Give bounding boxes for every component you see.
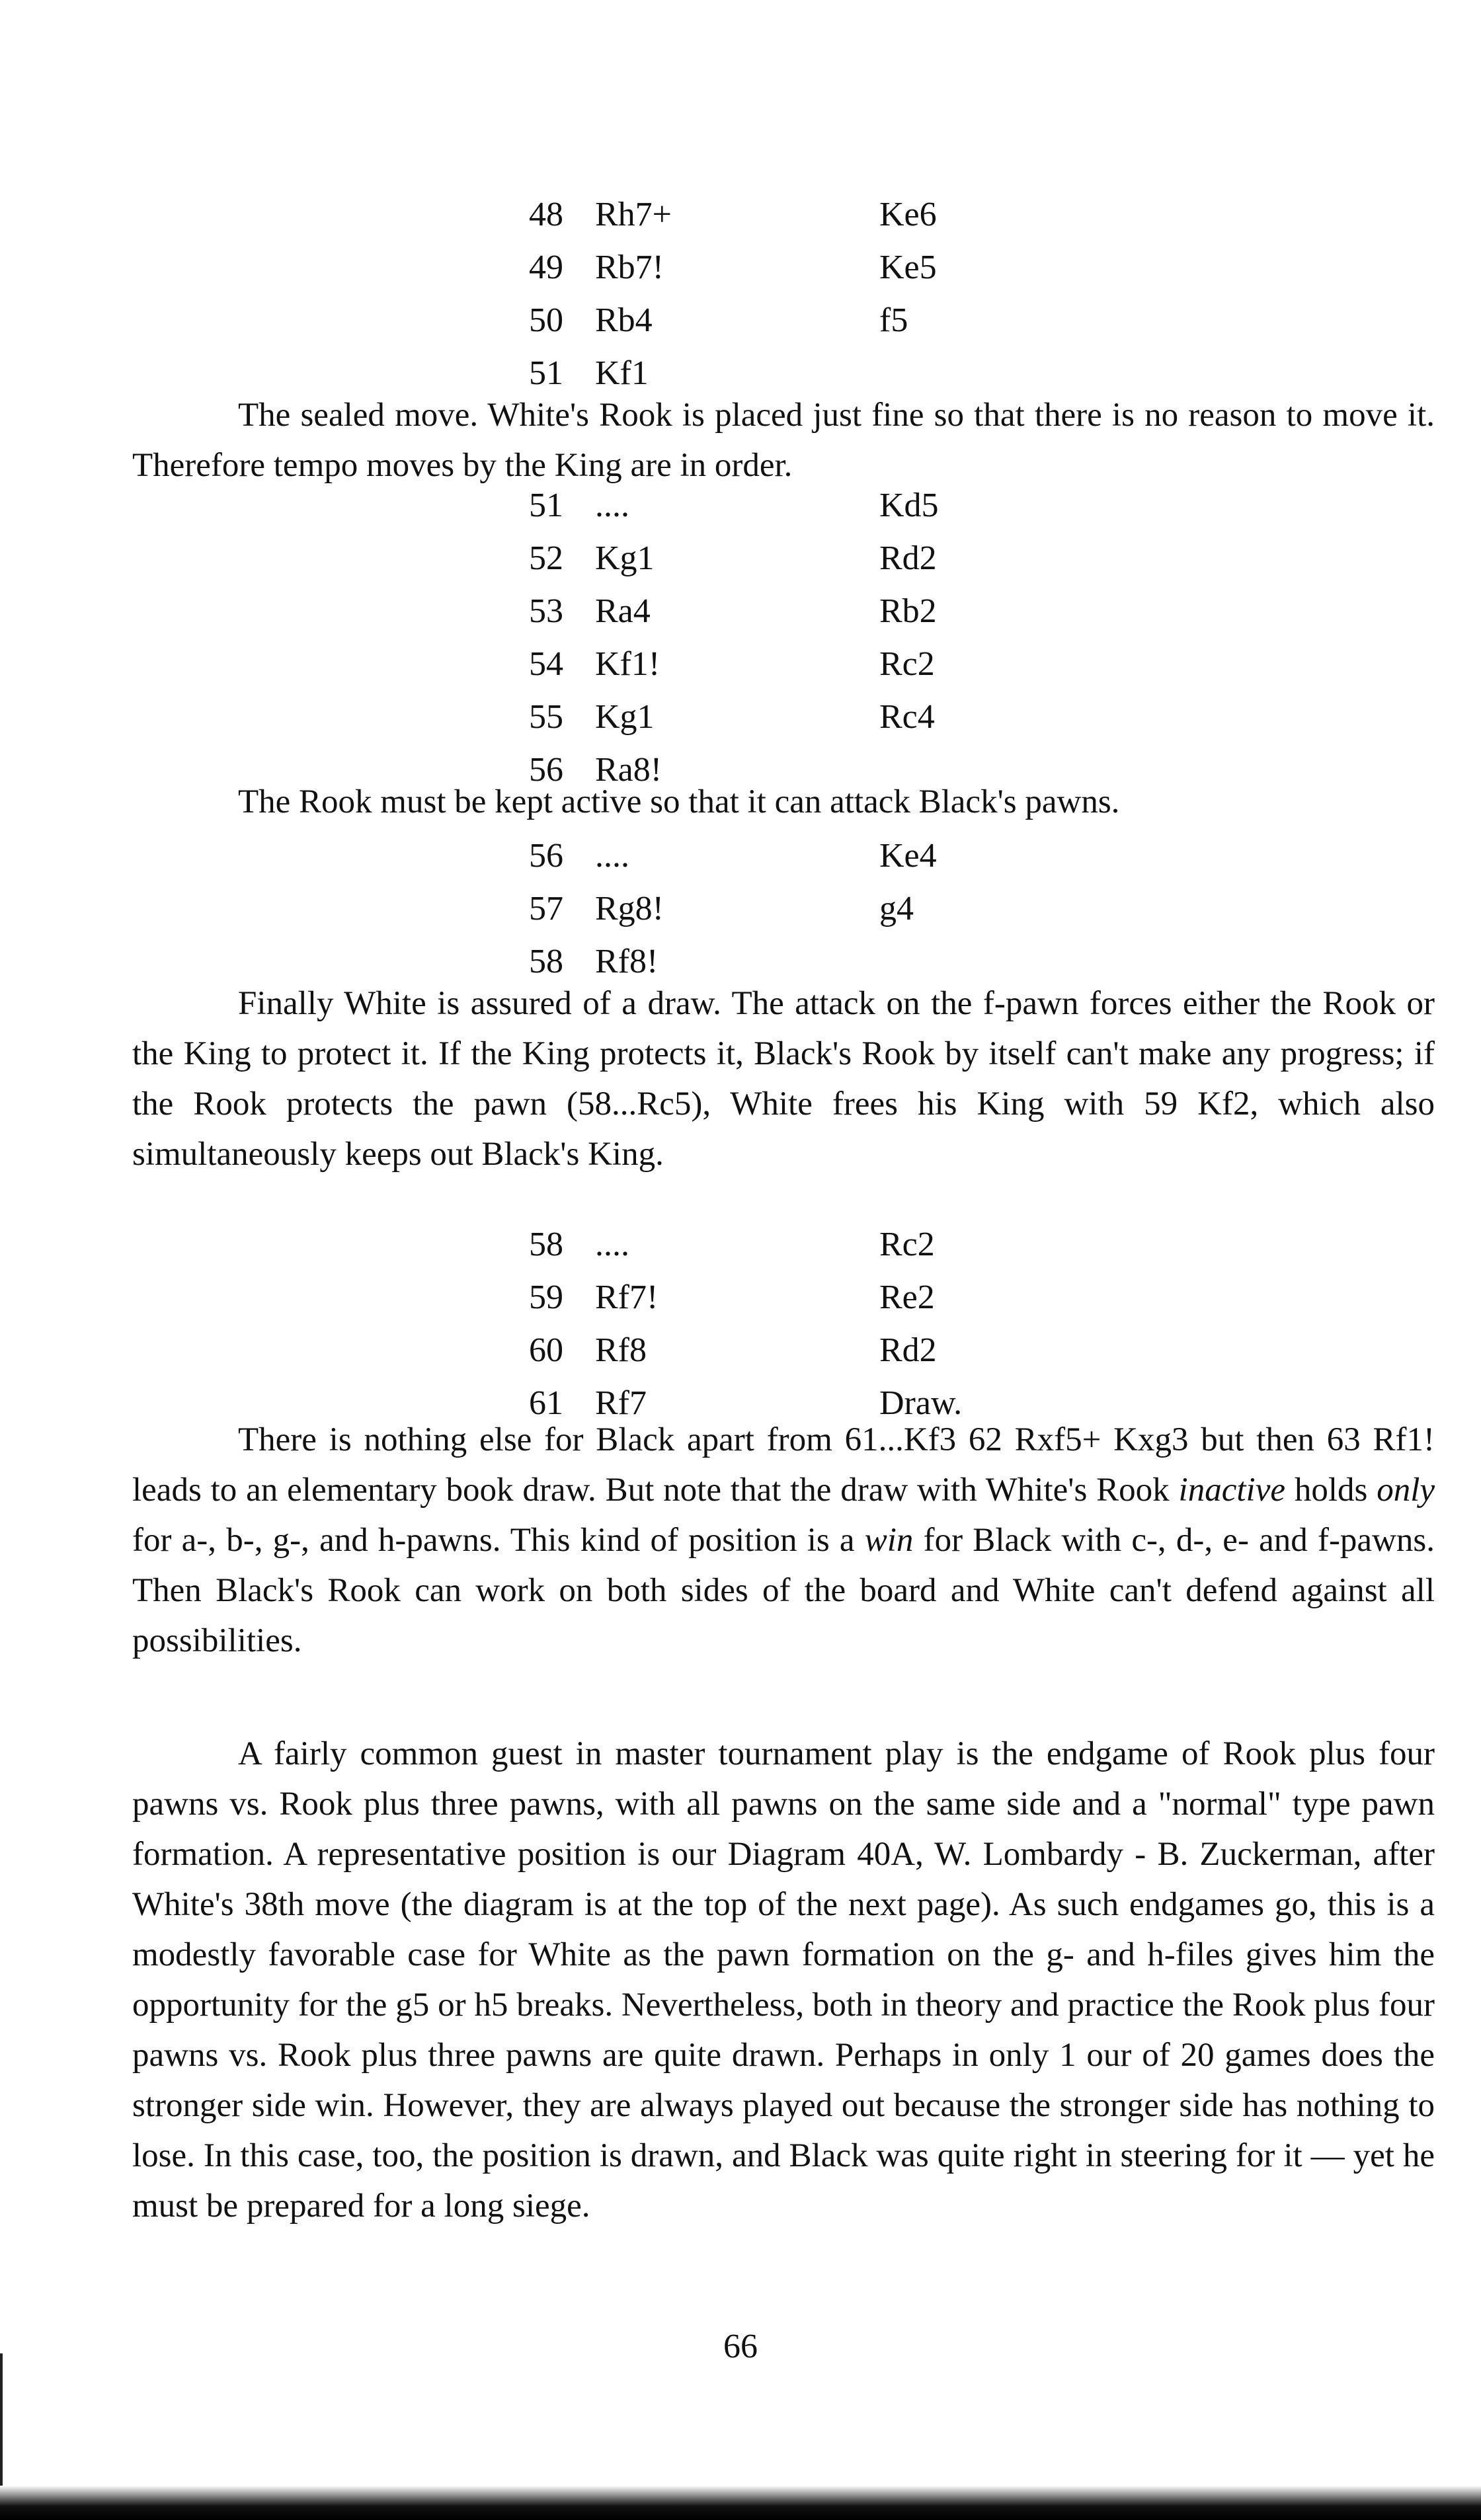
move-number: 61 (529, 1384, 563, 1422)
text-run: There is nothing else for Black apart from 61...Kf3 62 Rxf5+ Kxg3 but then 63 Rf1! leads to an elementary book draw. But note that the draw with White's Rook (132, 1421, 1435, 1509)
black-move: Re2 (879, 1279, 935, 1316)
white-move: Kf1! (595, 645, 660, 683)
paragraph-sealed-move: The sealed move. White's Rook is placed just fine so that there is no reason to move it. Therefore tempo moves by the King are in order. (132, 397, 1435, 484)
white-move: .... (595, 487, 629, 524)
white-move: Rg8! (595, 890, 664, 927)
move-number: 57 (529, 890, 563, 927)
white-move: .... (595, 1226, 629, 1263)
move-row (0, 188, 1481, 241)
move-row (0, 1324, 1481, 1377)
paragraph-common-guest: A fairly common guest in master tournament play is the endgame of Rook plus four pawns vs. Rook plus three pawns, with all pawns on the same side and a "normal" type pawn formation. A representative position is our Diagram 40A, W. Lombardy - B. Zuckerman, after White's 38th move (the diagram is at the top of the next page). As such endgames go, this is a modestly favorable case for White as the pawn formation on the g- and h-files gives him the opportunity for the g5 or h5 breaks. Nevertheless, both in theory and practice the Rook plus four pawns vs. Rook plus three pawns are quite drawn. Perhaps in only 1 our of 20 games does the stronger side win. However, they are always played out because the stronger side has nothing to lose. In this case, too, the position is drawn, and Black was quite right in steering for it — yet he must be prepared for a long siege. (132, 1735, 1435, 2225)
white-move: Kg1 (595, 698, 655, 736)
white-move: Rf8! (595, 943, 659, 980)
white-move: Rf7! (595, 1279, 659, 1316)
white-move: Rf7 (595, 1384, 647, 1422)
move-row (0, 638, 1481, 691)
move-row (0, 883, 1481, 935)
white-move: Rb4 (595, 301, 653, 339)
moves-block-3 (0, 830, 1481, 988)
move-row (0, 294, 1481, 347)
move-number: 55 (529, 698, 563, 736)
white-move: Kg1 (595, 539, 655, 577)
black-move: Kd5 (879, 487, 939, 524)
scan-edge-left (0, 2353, 3, 2486)
move-number: 50 (529, 301, 563, 339)
move-row (0, 1218, 1481, 1271)
black-move: f5 (879, 301, 908, 339)
move-row (0, 1271, 1481, 1324)
emphasis-inactive: inactive (1178, 1472, 1285, 1509)
move-number: 54 (529, 645, 563, 683)
white-move: Ra8! (595, 751, 662, 789)
scan-edge-bottom (0, 2486, 1481, 2520)
moves-block-4 (0, 1218, 1481, 1430)
text-run: for a-, b-, g-, and h-pawns. This kind of position is a (132, 1522, 865, 1559)
text-run: holds (1285, 1472, 1377, 1509)
paragraph-rook-active: The Rook must be kept active so that it can attack Black's pawns. (238, 783, 1120, 820)
move-row (0, 585, 1481, 638)
move-row (0, 691, 1481, 744)
white-move: Rb7! (595, 249, 664, 286)
move-row (0, 532, 1481, 585)
black-move: g4 (879, 890, 914, 927)
move-number: 56 (529, 837, 563, 875)
paragraph-nothing-else (132, 1415, 1435, 1666)
move-number: 56 (529, 751, 563, 789)
black-move: Ke5 (879, 249, 937, 286)
black-move: Ke6 (879, 196, 937, 233)
black-move: Draw. (879, 1384, 963, 1422)
move-number: 48 (529, 196, 563, 233)
move-number: 58 (529, 943, 563, 980)
move-row (0, 241, 1481, 294)
move-number: 52 (529, 539, 563, 577)
moves-block-1 (0, 188, 1481, 400)
black-move: Rd2 (879, 1331, 937, 1369)
move-number: 51 (529, 487, 563, 524)
move-number: 58 (529, 1226, 563, 1263)
page-number: 66 (723, 2328, 758, 2365)
white-move: Kf1 (595, 354, 649, 392)
move-number: 51 (529, 354, 563, 392)
moves-block-2 (0, 479, 1481, 797)
black-move: Rb2 (879, 592, 937, 630)
move-number: 60 (529, 1331, 563, 1369)
paragraph-draw-assured: Finally White is assured of a draw. The attack on the f-pawn forces either the Rook or the King to protect it. If the King protects it, Black's Rook by itself can't make any progress; if the Rook protects the pawn (58...Rc5), White frees his King with 59 Kf2, which also simultaneously keeps out Black's King. (132, 985, 1435, 1173)
white-move: .... (595, 837, 629, 875)
black-move: Rc2 (879, 645, 935, 683)
move-number: 49 (529, 249, 563, 286)
white-move: Ra4 (595, 592, 651, 630)
move-row (0, 830, 1481, 883)
black-move: Rc2 (879, 1226, 935, 1263)
white-move: Rh7+ (595, 196, 672, 233)
emphasis-win: win (864, 1522, 914, 1559)
move-number: 53 (529, 592, 563, 630)
white-move: Rf8 (595, 1331, 647, 1369)
text-run: for Black with c-, d-, e- and f-pawns. Then Black's Rook can work on both sides of the board and White can't defend against all possibilities. (132, 1522, 1435, 1659)
emphasis-only: only (1377, 1472, 1435, 1509)
black-move: Rd2 (879, 539, 937, 577)
black-move: Ke4 (879, 837, 937, 875)
black-move: Rc4 (879, 698, 935, 736)
move-number: 59 (529, 1279, 563, 1316)
move-row (0, 479, 1481, 532)
